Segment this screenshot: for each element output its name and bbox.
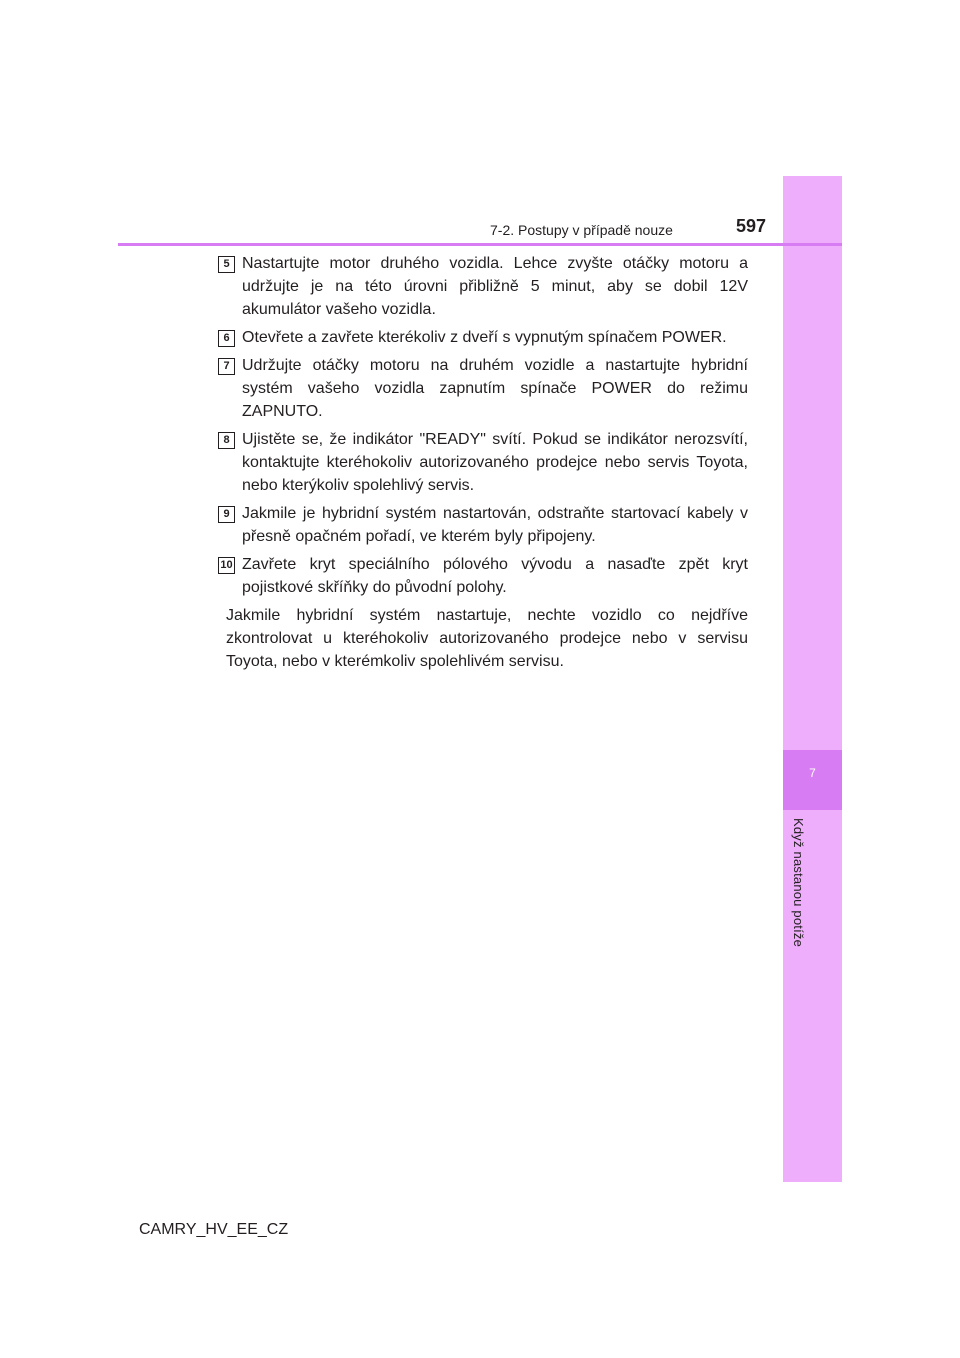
step-item — [218, 428, 748, 497]
step-item — [218, 502, 748, 548]
closing-paragraph: Jakmile hybridní systém nastartuje, nechte vozidlo co nejdříve zkontrolovat u kteréhokoliv autorizovaného prodejce nebo v servisu Toyota, nebo v kterémkoliv spolehlivém servisu. — [226, 607, 748, 670]
chapter-side-tab — [783, 176, 842, 1182]
step-number-badge: 5 — [218, 256, 235, 273]
page-number: 597 — [736, 216, 767, 236]
step-number-badge: 9 — [218, 506, 235, 523]
step-text: Nastartujte motor druhého vozidla. Lehce zvyšte otáčky motoru a udržujte je na této úrovni přibližně 5 minut, aby se dobil 12V akumulátor vašeho vozidla. — [242, 255, 748, 318]
chapter-number: 7 — [809, 766, 816, 780]
step-number-badge: 7 — [218, 358, 235, 375]
step-number-badge: 6 — [218, 330, 235, 347]
step-text: Zavřete kryt speciálního pólového vývodu a nasaďte zpět kryt pojistkové skříňky do původní polohy. — [242, 556, 748, 596]
step-item — [218, 354, 748, 423]
step-item — [218, 553, 748, 599]
step-text: Otevřete a zavřete kterékoliv z dveří s vypnutým spínačem POWER. — [242, 329, 727, 346]
step-item — [218, 326, 748, 349]
chapter-title: Když nastanou potíže — [791, 818, 806, 948]
chapter-number-tab — [783, 750, 842, 810]
step-text: Udržujte otáčky motoru na druhém vozidle a nastartujte hybridní systém vašeho vozidla zapnutím spínače POWER do režimu ZAPNUTO. — [242, 357, 748, 420]
step-text: Ujistěte se, že indikátor "READY" svítí. Pokud se indikátor nerozsvítí, kontaktujte kteréhokoliv autorizovaného prodejce nebo servis Toyota, nebo kterýkoliv spolehlivý servis. — [242, 431, 748, 494]
step-item — [218, 252, 748, 321]
step-number-badge: 8 — [218, 432, 235, 449]
step-list — [218, 252, 748, 604]
section-title: 7-2. Postupy v případě nouze — [490, 222, 673, 238]
header-divider — [118, 243, 842, 246]
document-code: CAMRY_HV_EE_CZ — [139, 1221, 289, 1238]
step-text: Jakmile je hybridní systém nastartován, odstraňte startovací kabely v přesně opačném pořadí, ve kterém byly připojeny. — [242, 505, 748, 545]
step-number-badge: 10 — [218, 557, 235, 574]
